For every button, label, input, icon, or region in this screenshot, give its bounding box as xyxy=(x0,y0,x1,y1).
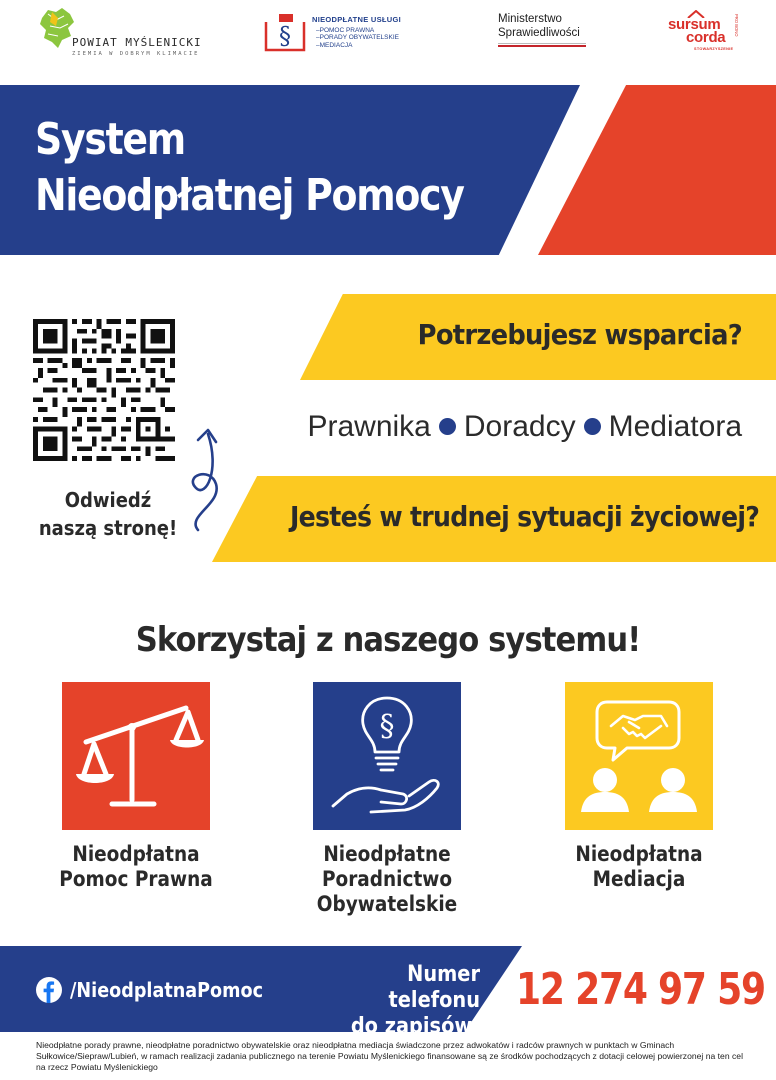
lightbulb-hand-icon xyxy=(313,682,461,830)
ministerstwo-logo xyxy=(498,12,598,52)
powiat-logo xyxy=(38,6,208,66)
support-question: Potrzebujesz wsparcia? xyxy=(417,318,742,351)
legal-aid-tile xyxy=(62,682,210,830)
phone-label-line2: do zapisów: xyxy=(350,1014,480,1039)
nu-line: –POMOC PRAWNA xyxy=(316,27,375,34)
nu-title: NIEODPŁATNE USŁUGI xyxy=(312,15,402,24)
sursum-corda-logo xyxy=(668,10,744,58)
legal-aid-label xyxy=(39,842,233,892)
ms-line1: Ministerstwo xyxy=(498,13,562,25)
visit-line2: naszą stronę! xyxy=(38,516,178,540)
scales-icon xyxy=(62,682,210,830)
hero-title-line1: System xyxy=(35,114,185,165)
label-line: Obywatelskie xyxy=(316,892,458,916)
mediation-label xyxy=(542,842,736,892)
mediation-tile xyxy=(565,682,713,830)
sc-side: PRO BONO xyxy=(734,14,739,37)
label-line: Nieodpłatna xyxy=(575,842,703,866)
visit-line1: Odwiedź xyxy=(64,488,152,512)
phone-number[interactable]: 12 274 97 59 xyxy=(516,964,765,1015)
powiat-subtitle: ZIEMIA W DOBRYM KLIMACIE xyxy=(72,51,200,57)
ms-divider xyxy=(498,43,586,44)
ms-line2: Sprawiedliwości xyxy=(498,27,580,39)
bullet-dot-icon xyxy=(439,418,456,435)
svg-text:§: § xyxy=(279,22,291,50)
cta-heading: Skorzystaj z naszego systemu! xyxy=(135,620,641,660)
hero-title xyxy=(35,112,464,224)
label-line: Poradnictwo xyxy=(321,867,453,891)
curved-arrow-icon xyxy=(180,420,230,535)
paragraph-emblem-icon xyxy=(262,12,308,54)
powiat-title: POWIAT MYŚLENICKI xyxy=(72,36,202,49)
hero-title-line2: Nieodpłatnej Pomocy xyxy=(35,170,464,221)
nu-line: –MEDIACJA xyxy=(316,41,353,49)
nu-lines xyxy=(316,27,399,49)
label-line: Mediacja xyxy=(592,867,686,891)
ms-red-line xyxy=(498,45,586,47)
bullet-dot-icon xyxy=(584,418,601,435)
facebook-link[interactable]: /NieodplatnaPomoc xyxy=(70,978,264,1002)
qr-code-icon xyxy=(33,319,175,461)
label-line: Nieodpłatne xyxy=(323,842,451,866)
visit-site-caption xyxy=(36,486,180,542)
fine-print: Nieodpłatne porady prawne, nieodpłatne poradnictwo obywatelskie oraz nieodpłatna mediacja świadczone przez adwokatów i radców prawnych w punktach w Gminach Sułkowice/Siepraw/Lubień, w ramach realizacji zadania publicznego na terenie Powiatu Myślenickiego finansowane są ze środków pochodzących z dotacji celowej powierzonej na ten cel na rzecz Powiatu Myślenickiego xyxy=(36,1040,743,1072)
label-line: Nieodpłatna xyxy=(72,842,200,866)
sc-line2: corda xyxy=(686,29,726,46)
sc-line1: sursum xyxy=(668,16,721,33)
civic-advice-label xyxy=(290,842,484,917)
label-line: Pomoc Prawna xyxy=(59,867,213,891)
role-mediator: Mediatora xyxy=(608,410,742,443)
svg-text:§: § xyxy=(379,709,395,744)
phone-label xyxy=(322,962,480,1040)
phone-label-line1: Numer telefonu xyxy=(388,962,480,1013)
nieodplatne-uslugi-logo xyxy=(262,12,432,54)
facebook-icon[interactable] xyxy=(36,977,62,1003)
sc-sub: STOWARZYSZENIE xyxy=(694,47,734,51)
roles-line xyxy=(280,410,742,444)
difficult-situation-question: Jesteś w trudnej sytuacji życiowej? xyxy=(290,500,760,533)
role-lawyer: Prawnika xyxy=(307,410,431,443)
role-advisor: Doradcy xyxy=(463,410,576,443)
hero-red-band xyxy=(538,85,776,255)
nu-line: –PORADY OBYWATELSKIE xyxy=(316,34,399,42)
civic-advice-tile xyxy=(313,682,461,830)
mediation-icon xyxy=(565,682,713,830)
qr-code[interactable] xyxy=(33,319,175,461)
logo-strip xyxy=(0,0,776,84)
